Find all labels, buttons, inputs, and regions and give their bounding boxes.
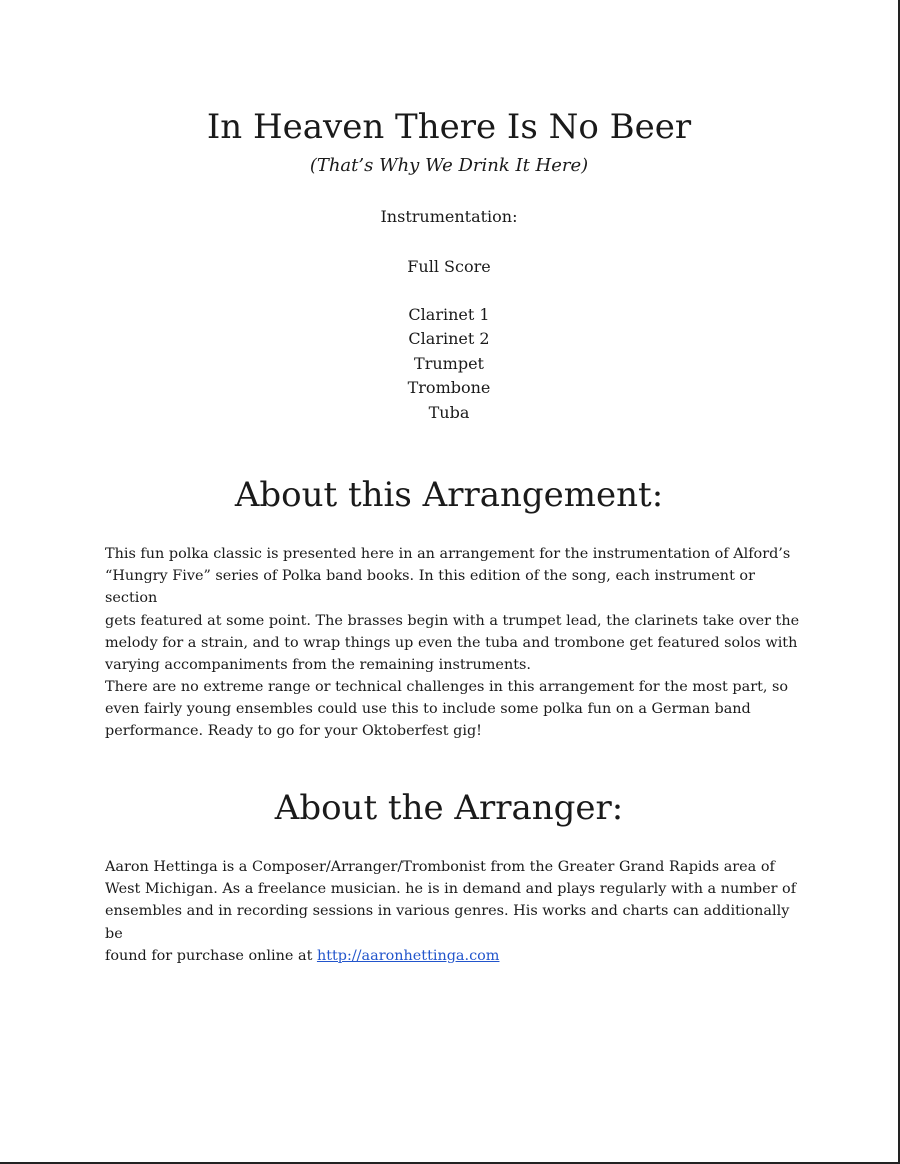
list-item: Clarinet 2 — [408, 329, 490, 349]
about-arrangement-paragraph-1: This fun polka classic is presented here in an arrangement for the instrumentation of Alford’s “Hungry Five” series of Polka band books. In this edition of the song, each instrument or section gets featured at some point. The brasses begin with a trumpet lead, the clarinets take over the melody for a strain, and to wrap things up even the tuba and trombone get featured solos with varying accompaniments from the remaining instruments. — [105, 546, 800, 674]
about-arranger-heading: About the Arranger: — [274, 788, 624, 828]
list-item: Clarinet 1 — [408, 305, 490, 324]
about-arranger-text: Aaron Hettinga is a Composer/Arranger/Trombonist from the Greater Grand Rapids area of West Michigan. As a freelance musician. he is in demand and plays regularly with a number of ensembles and in recording sessions in various genres. His works and charts can additionally be found for purchase online at — [105, 859, 797, 964]
page-title: In Heaven There Is No Beer — [206, 107, 692, 147]
list-item: Trombone — [407, 378, 491, 398]
about-arranger-paragraph — [105, 856, 805, 967]
page-subtitle: (That’s Why We Drink It Here) — [309, 155, 589, 176]
arranger-website-link[interactable]: http://aaronhettinga.com — [316, 947, 500, 964]
full-score-label: Full Score — [407, 257, 491, 276]
list-item: Tuba — [428, 402, 470, 422]
list-item: Trumpet — [414, 353, 484, 373]
instrumentation-heading: Instrumentation: — [380, 207, 518, 226]
about-arrangement-paragraph-2: There are no extreme range or technical challenges in this arrangement for the most part, so even fairly young ensembles could use this to include some polka fun on a German band performance. Ready to go for your Oktoberfest gig! — [105, 679, 789, 740]
instrument-list — [0, 303, 898, 425]
about-arrangement-heading: About this Arrangement: — [234, 475, 664, 515]
